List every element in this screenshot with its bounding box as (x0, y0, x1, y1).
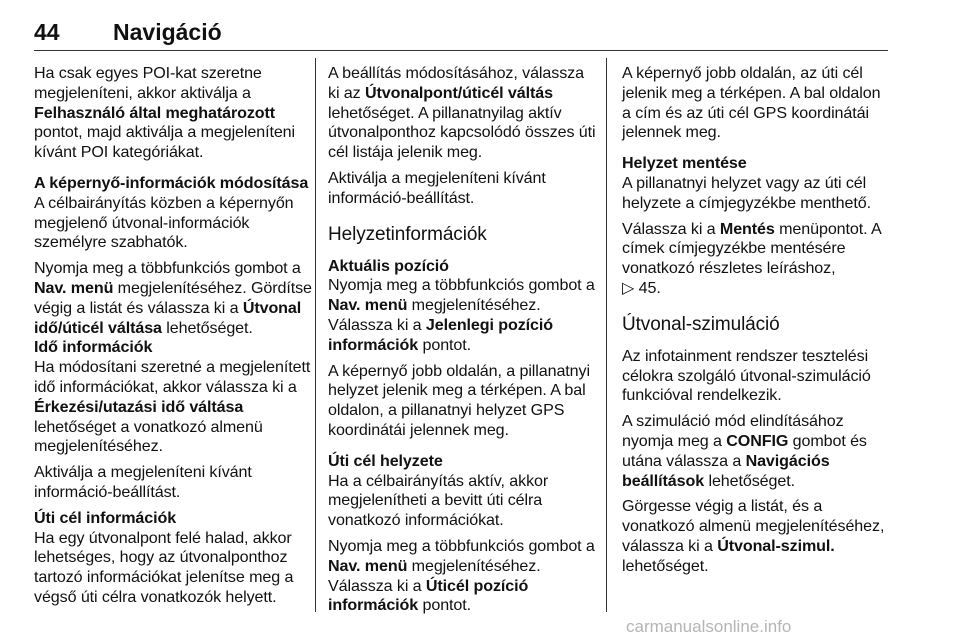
subsection-heading: Aktuális pozíció (328, 256, 449, 275)
column-divider-2 (606, 58, 607, 612)
section-heading: Helyzetinformációk (328, 223, 487, 245)
watermark: carmanualsonline.info (626, 617, 792, 636)
paragraph: A szimuláció mód elindításához nyomja meg a CONFIG gombot és utána válassza a Navigációs beállítások lehetőséget. (622, 412, 867, 490)
column-divider-1 (315, 58, 316, 612)
section-heading: Útvonal-szimuláció (622, 313, 780, 335)
paragraph: A képernyő jobb oldalán, az úti cél jelenik meg a térképen. A bal oldalon a cím és az úti cél GPS koordinátái jelennek meg. (622, 64, 881, 142)
paragraph: Nyomja meg a többfunkciós gombot a Nav. menü megjelenítéséhez. Válassza ki a Úticél pozíció információk pontot. (328, 536, 595, 615)
column-3 (622, 64, 890, 577)
paragraph: Görgesse végig a listát, és a vonatkozó almenü megjelenítéséhez, válassza ki a Útvonal-szimul. lehetőséget. (622, 497, 885, 575)
subsection-heading: Helyzet mentése (622, 154, 747, 173)
paragraph: Aktiválja a megjeleníteni kívánt információ-beállítást. (34, 463, 252, 501)
paragraph: A pillanatnyi helyzet vagy az úti cél helyzete a címjegyzékbe menthető. (622, 173, 871, 212)
paragraph: A célbairányítás közben a képernyőn megjelenő útvonal-információk személyre szabhatók. (34, 193, 294, 252)
paragraph: A képernyő jobb oldalán, a pillanatnyi helyzet jelenik meg a térképen. A bal oldalon, a pillanatnyi helyzet GPS koordinátái jelennek meg. (328, 361, 590, 439)
paragraph: Az infotainment rendszer tesztelési célokra szolgáló útvonal-szimuláció funkcióval rendelkezik. (622, 346, 871, 405)
paragraph: A beállítás módosításához, válassza ki az Útvonalpont/úticél váltás lehetőséget. A pillanatnyilag aktív útvonalponthoz kapcsolódó összes úti cél listája jelenik meg. (328, 64, 596, 162)
section-heading: A képernyő-információk módosítása (34, 173, 309, 192)
paragraph: Ha módosítani szeretné a megjelenített idő információkat, akkor válassza ki a Érkezési/utazási idő váltása lehetőséget a vonatkozó almenü megjelenítéséhez. (34, 358, 311, 456)
column-1 (34, 64, 312, 608)
subsection-heading: Úti cél helyzete (328, 451, 443, 470)
chapter-title: Navigáció (113, 19, 222, 45)
section-heading: Úti cél információk (34, 508, 177, 527)
header-rule (34, 50, 888, 51)
paragraph: Nyomja meg a többfunkciós gombot a Nav. menü megjelenítéséhez. Gördítse végig a listát és válassza ki a Útvonal idő/úticél váltása lehetőséget. (34, 259, 312, 337)
paragraph: Ha csak egyes POI-kat szeretne megjeleníteni, akkor aktiválja a Felhasználó által meghatározott pontot, majd aktiválja a megjeleníteni kívánt POI kategóriákat. (34, 64, 296, 162)
paragraph: Nyomja meg a többfunkciós gombot a Nav. menü megjelenítéséhez. Válassza ki a Jelenlegi pozíció információk pontot. (328, 276, 595, 354)
section-heading: Idő információk (34, 338, 153, 357)
paragraph: Válassza ki a Mentés menüpontot. A címek címjegyzékbe mentésére vonatkozó részletes leíráshoz, ▷ 45. (622, 219, 881, 297)
paragraph: Ha egy útvonalpont felé halad, akkor lehetséges, hogy az útvonalponthoz tartozó információkat jelenítse meg a végső úti célra vonatkozók helyett. (34, 528, 294, 606)
page-number: 44 (34, 19, 60, 45)
page-reference[interactable]: 45. (638, 278, 661, 297)
page-reference-arrow-icon: ▷ (622, 278, 639, 297)
paragraph: Ha a célbairányítás aktív, akkor megjelenítheti a bevitt úti célra vonatkozó információkat. (328, 471, 549, 530)
paragraph: Aktiválja a megjeleníteni kívánt információ-beállítást. (328, 168, 546, 207)
column-2 (328, 64, 596, 616)
